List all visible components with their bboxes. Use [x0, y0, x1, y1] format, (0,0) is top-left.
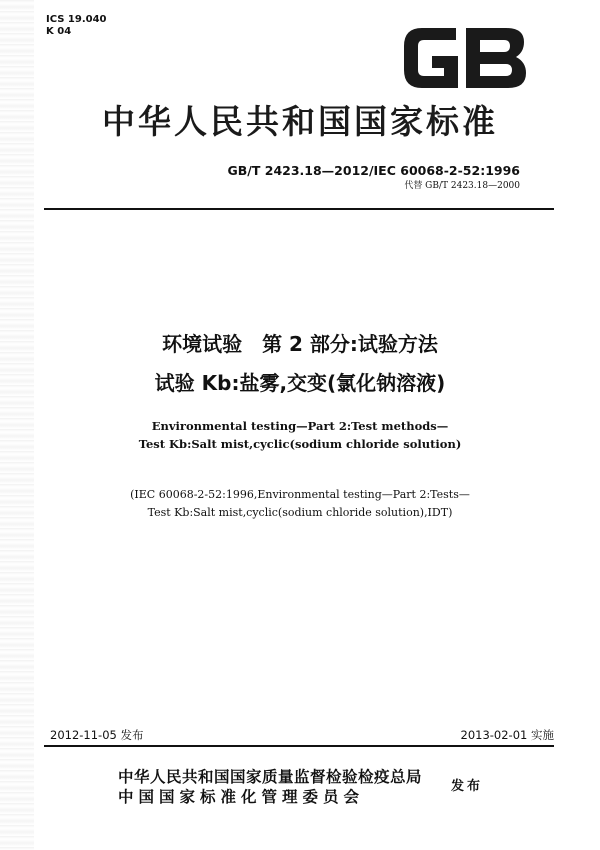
footer-divider [44, 745, 554, 747]
category-code: K 04 [46, 26, 72, 37]
english-title-line-2: Test Kb:Salt mist,cyclic(sodium chloride solution) [138, 437, 462, 451]
iec-reference-line-1: (IEC 60068-2-52:1996,Environmental testing—Part 2:Tests— [130, 488, 470, 501]
publish-action: 发布 [451, 779, 484, 794]
implementation-date: 2013-02-01 实施 [460, 728, 554, 742]
english-title-line-1: Environmental testing—Part 2:Test methods— [151, 419, 449, 433]
replaces-note: 代替 GB/T 2423.18—2000 [404, 181, 520, 191]
publisher-line-1: 中华人民共和国国家质量监督检验检疫总局 [118, 768, 423, 786]
header-divider [44, 208, 554, 210]
gb-logo-icon [398, 22, 532, 94]
publisher-line-2: 中国国家标准化管理委员会 [118, 788, 365, 806]
ics-code: ICS 19.040 [46, 14, 107, 25]
standard-title: 中华人民共和国国家标准 [102, 102, 498, 141]
iec-reference-line-2: Test Kb:Salt mist,cyclic(sodium chloride solution),IDT) [147, 506, 453, 519]
classification-codes [46, 14, 107, 38]
chinese-title-line-1: 环境试验 第 2 部分:试验方法 [162, 332, 438, 356]
standard-number: GB/T 2423.18—2012/IEC 60068-2-52:1996 [227, 163, 520, 178]
issue-date: 2012-11-05 发布 [50, 728, 144, 742]
chinese-title-line-2: 试验 Kb:盐雾,交变(氯化钠溶液) [154, 371, 446, 395]
